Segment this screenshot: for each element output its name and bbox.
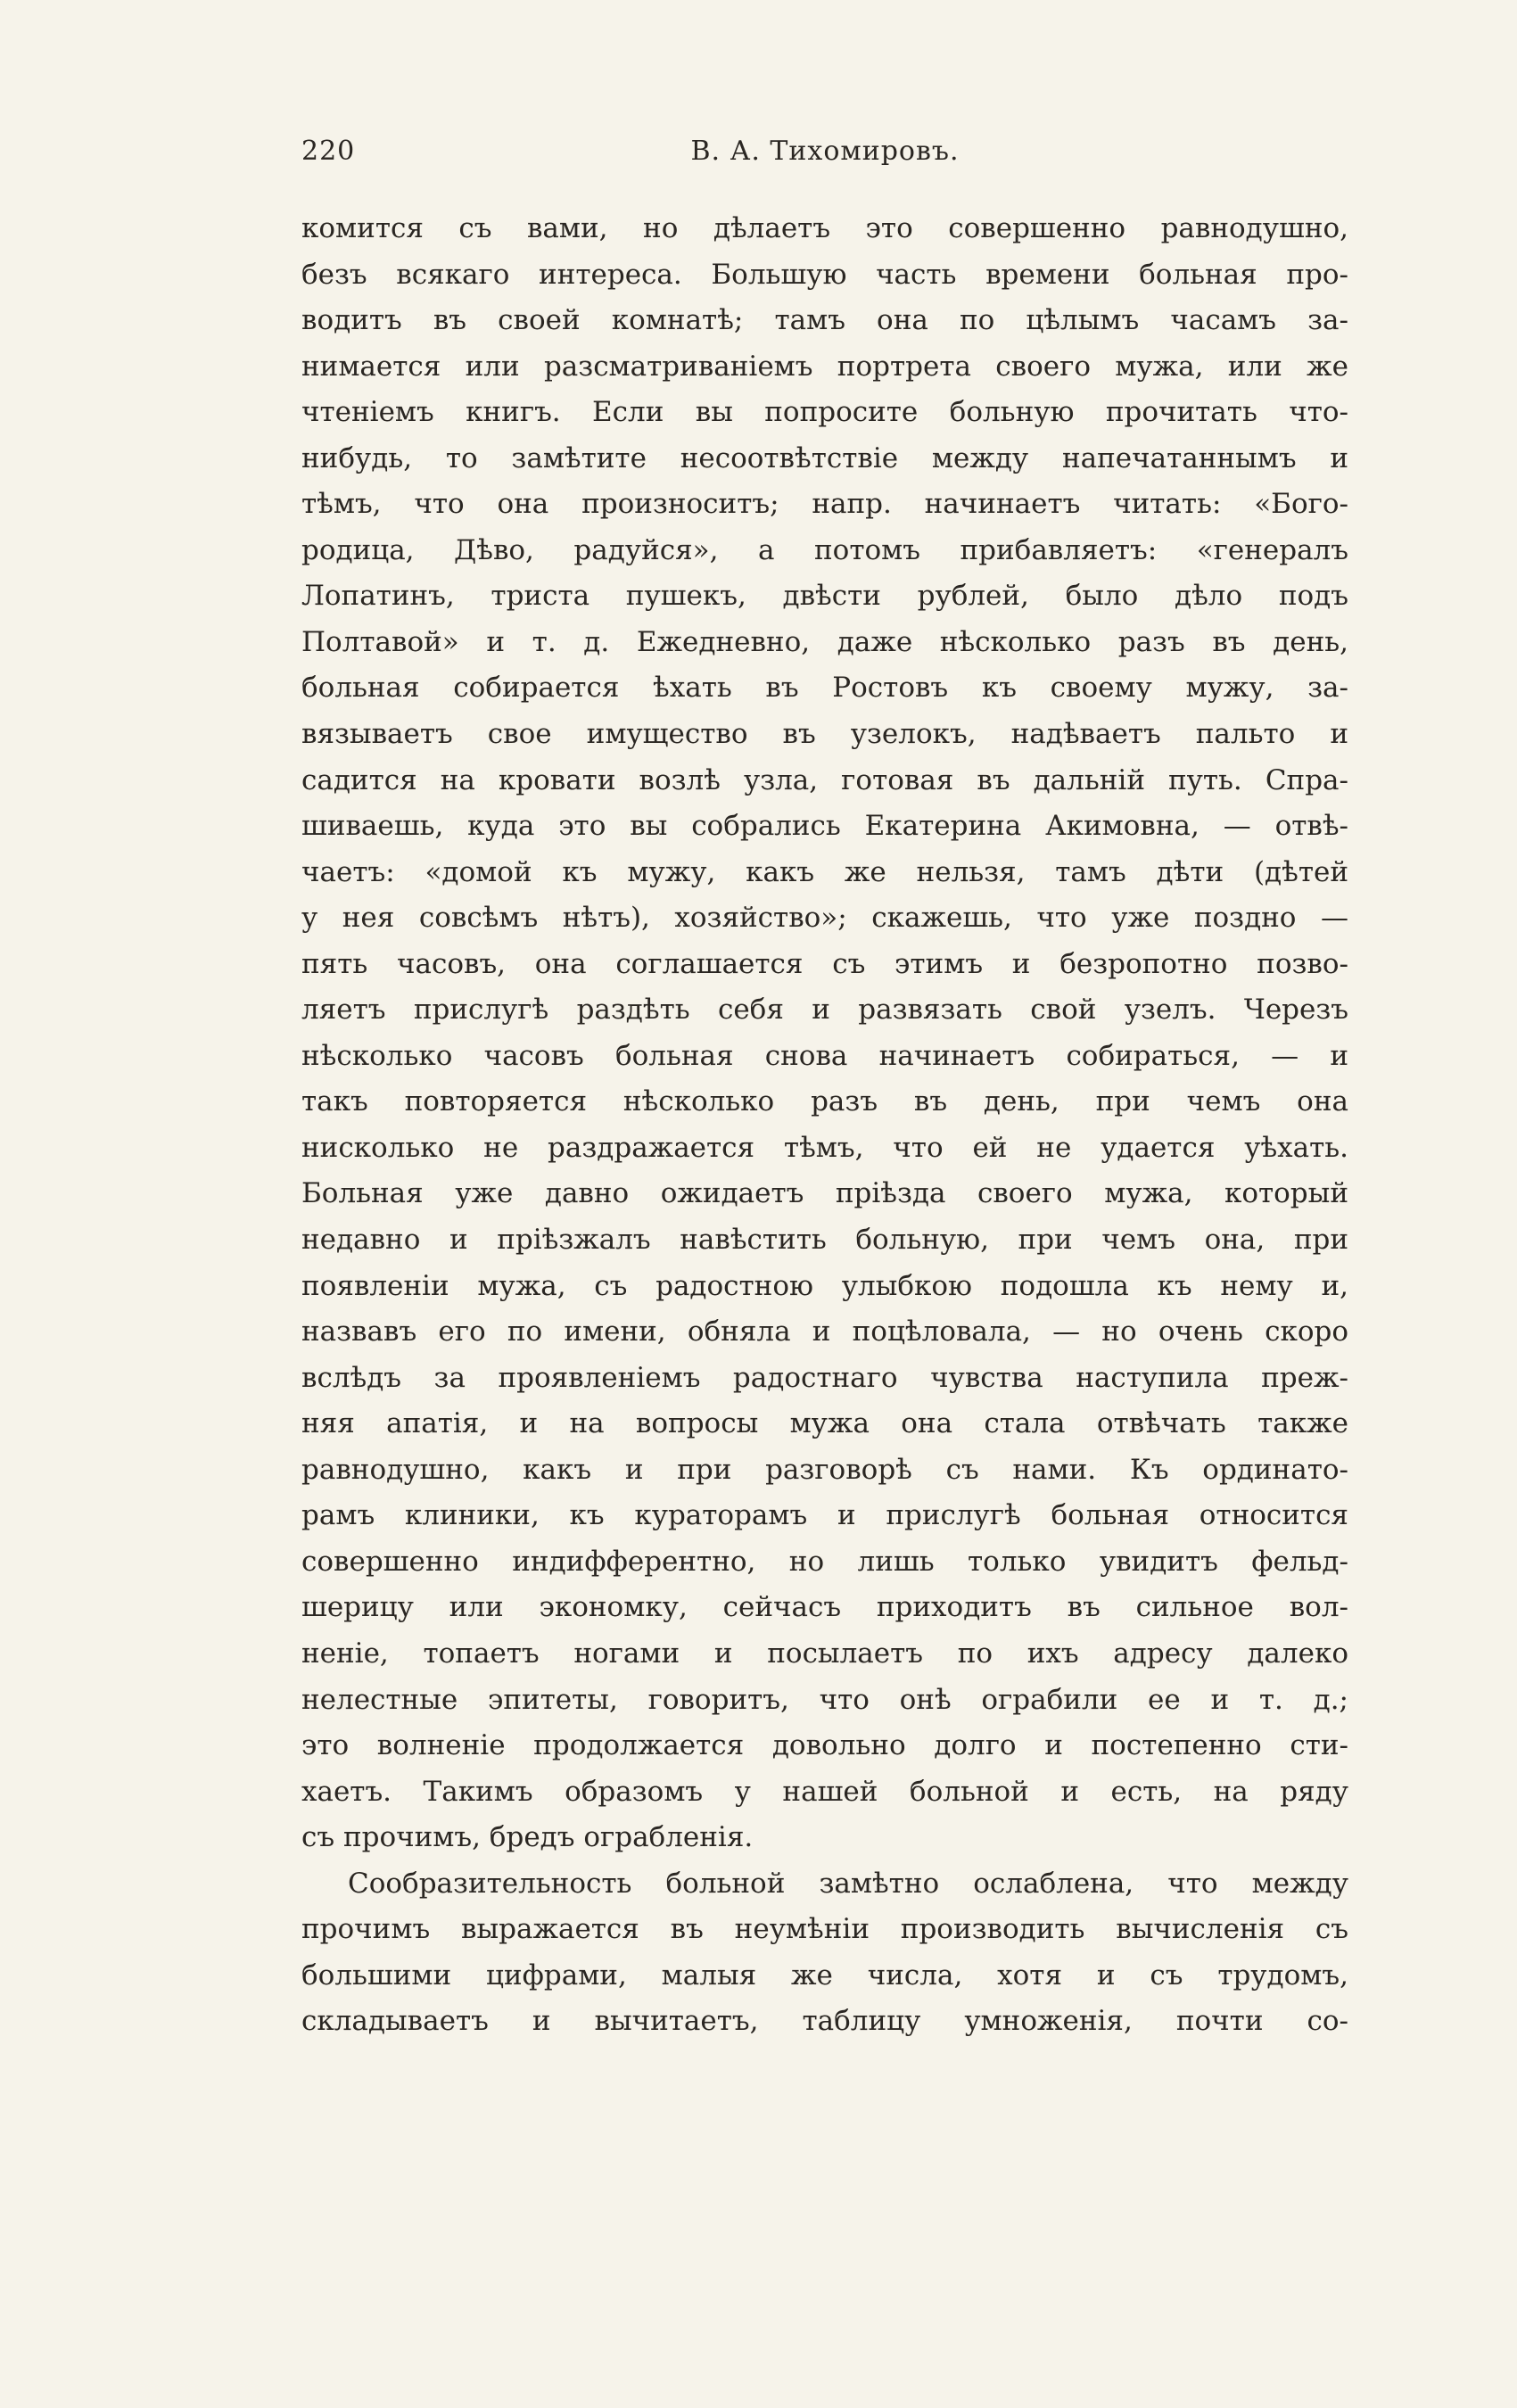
text-line: комится съ вами, но дѣлаетъ это совершенно равнодушно, — [301, 212, 1348, 244]
text-line: родица, Дѣво, радуйся», а потомъ прибавляетъ: «генералъ — [301, 533, 1348, 566]
text-line: Полтавой» и т. д. Ежедневно, даже нѣсколько разъ въ день, — [301, 625, 1348, 658]
text-line: рамъ клиники, къ кураторамъ и прислугѣ больная относится — [301, 1499, 1348, 1532]
text-line: вязываетъ свое имущество въ узелокъ, надѣваетъ пальто и — [301, 718, 1348, 751]
text-line: нибудь, то замѣтите несоотвѣтствіе между напечатаннымъ и — [301, 441, 1348, 474]
text-line: назвавъ его по имени, обняла и поцѣловала, — но очень скоро — [301, 1315, 1348, 1348]
text-line: появленіи мужа, съ радостною улыбкою подошла къ нему и, — [301, 1269, 1348, 1302]
text-line: пять часовъ, она соглашается съ этимъ и безропотно позво- — [301, 947, 1348, 980]
page-number: 220 — [301, 136, 356, 167]
text-line: такъ повторяется нѣсколько разъ въ день, при чемъ она — [301, 1085, 1348, 1118]
text-line: ляетъ прислугѣ раздѣть себя и развязать свой узелъ. Черезъ — [301, 994, 1348, 1027]
text-line: безъ всякаго интереса. Большую часть времени больная про- — [301, 258, 1348, 291]
text-line: нѣсколько часовъ больная снова начинаетъ собираться, — и — [301, 1039, 1348, 1072]
text-line: тѣмъ, что она произноситъ; напр. начинаетъ читать: «Бого- — [301, 488, 1348, 521]
text-line: водитъ въ своей комнатѣ; тамъ она по цѣлымъ часамъ за- — [301, 304, 1348, 337]
running-head: В. А. Тихомировъ. — [690, 136, 960, 167]
text-line: вслѣдъ за проявленіемъ радостнаго чувства наступила преж- — [301, 1361, 1348, 1394]
text-line: нимается или разсматриваніемъ портрета своего мужа, или же — [301, 350, 1348, 383]
text-line: съ прочимъ, бредъ ограбленія. — [301, 1821, 754, 1854]
text-line: это волненіе продолжается довольно долго и постепенно сти- — [301, 1729, 1348, 1762]
body-text — [301, 206, 1348, 2045]
text-line: няя апатія, и на вопросы мужа она стала отвѣчать также — [301, 1407, 1348, 1440]
text-line: нелестные эпитеты, говоритъ, что онѣ ограбили ее и т. д.; — [301, 1683, 1348, 1716]
text-line: у нея совсѣмъ нѣтъ), хозяйство»; скажешь, что уже поздно — — [301, 902, 1348, 935]
text-line: садится на кровати возлѣ узла, готовая въ дальній путь. Спра- — [301, 763, 1348, 796]
text-line: больная собирается ѣхать въ Ростовъ къ своему мужу, за- — [301, 672, 1348, 705]
text-line: неніе, топаетъ ногами и посылаетъ по ихъ адресу далеко — [301, 1637, 1348, 1670]
text-line: большими цифрами, малыя же числа, хотя и съ трудомъ, — [301, 1959, 1348, 1992]
text-line: равнодушно, какъ и при разговорѣ съ нами. Къ ординато- — [301, 1453, 1348, 1486]
text-line: шерицу или экономку, сейчасъ приходитъ въ сильное вол- — [301, 1591, 1348, 1624]
text-line: совершенно индифферентно, но лишь только увидитъ фельд- — [301, 1545, 1348, 1578]
text-line: недавно и пріѣзжалъ навѣстить больную, при чемъ она, при — [301, 1224, 1348, 1257]
text-line: прочимъ выражается въ неумѣніи производить вычисленія съ — [301, 1913, 1348, 1946]
text-line: Лопатинъ, триста пушекъ, двѣсти рублей, было дѣло подъ — [301, 580, 1348, 613]
text-line: нисколько не раздражается тѣмъ, что ей не удается уѣхать. — [301, 1131, 1348, 1164]
page-header — [301, 136, 1348, 180]
text-line: чтеніемъ книгъ. Если вы попросите больную прочитать что- — [301, 396, 1348, 429]
text-line: Сообразительность больной замѣтно ослаблена, что между — [348, 1867, 1348, 1900]
text-line: чаетъ: «домой къ мужу, какъ же нельзя, тамъ дѣти (дѣтей — [301, 855, 1348, 888]
text-line: хаетъ. Такимъ образомъ у нашей больной и есть, на ряду — [301, 1775, 1348, 1808]
text-line: шиваешь, куда это вы собрались Екатерина Акимовна, — отвѣ- — [301, 810, 1348, 843]
text-line: Больная уже давно ожидаетъ пріѣзда своего мужа, который — [301, 1177, 1348, 1210]
text-line: складываетъ и вычитаетъ, таблицу умноженія, почти со- — [301, 2005, 1348, 2038]
